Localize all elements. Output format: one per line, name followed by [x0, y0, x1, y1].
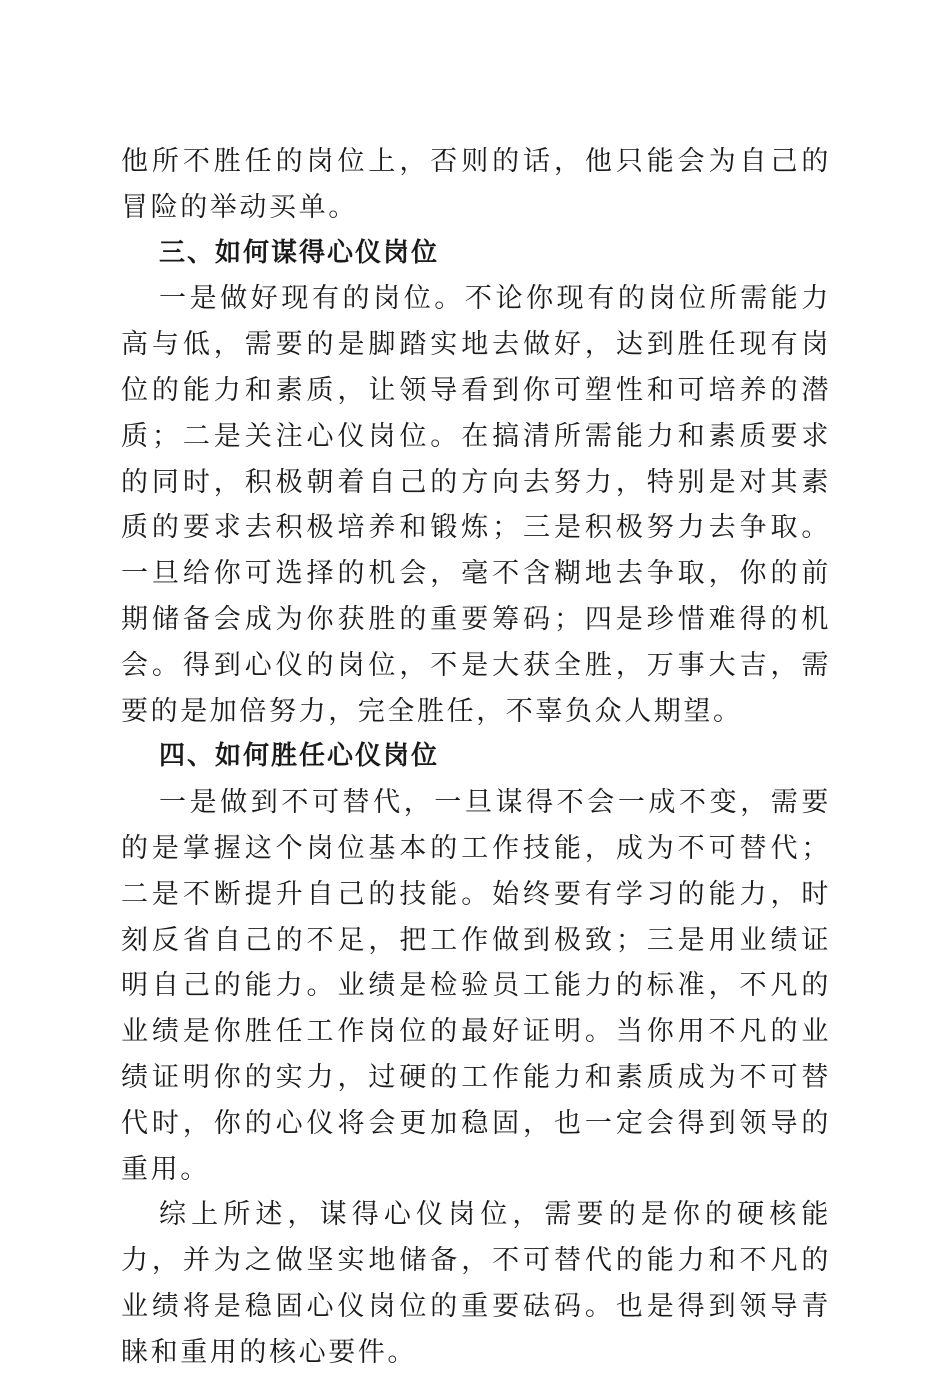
section-3-heading: 三、如何谋得心仪岗位 [159, 237, 440, 268]
paragraph-continuation: 他所不胜任的岗位上，否则的话，他只能会为自己的冒险的举动买单。 [121, 146, 831, 223]
conclusion-paragraph: 综上所述，谋得心仪岗位，需要的是你的硬核能力，并为之做坚实地储备，不可替代的能力和不凡的业绩将是稳固心仪岗位的重要砝码。也是得到领导青睐和重用的核心要件。 [121, 1199, 831, 1368]
section-4-heading: 四、如何胜任心仪岗位 [159, 741, 440, 772]
document-body [121, 139, 831, 1376]
section-4-body: 一是做到不可替代，一旦谋得不会一成不变，需要的是掌握这个岗位基本的工作技能，成为不可替代；二是不断提升自己的技能。始终要有学习的能力，时刻反省自己的不足，把工作做到极致；三是用业绩证明自己的能力。业绩是检验员工能力的标准，不凡的业绩是你胜任工作岗位的最好证明。当你用不凡的业绩证明你的实力，过硬的工作能力和素质成为不可替代时，你的心仪将会更加稳固，也一定会得到领导的重用。 [121, 787, 831, 1185]
section-3-body: 一是做好现有的岗位。不论你现有的岗位所需能力高与低，需要的是脚踏实地去做好，达到胜任现有岗位的能力和素质，让领导看到你可塑性和可培养的潜质；二是关注心仪岗位。在搞清所需能力和素质要求的同时，积极朝着自己的方向去努力，特别是对其素质的要求去积极培养和锻炼；三是积极努力去争取。一旦给你可选择的机会，毫不含糊地去争取，你的前期储备会成为你获胜的重要筹码；四是珍惜难得的机会。得到心仪的岗位，不是大获全胜，万事大吉，需要的是加倍努力，完全胜任，不辜负众人期望。 [121, 283, 831, 727]
